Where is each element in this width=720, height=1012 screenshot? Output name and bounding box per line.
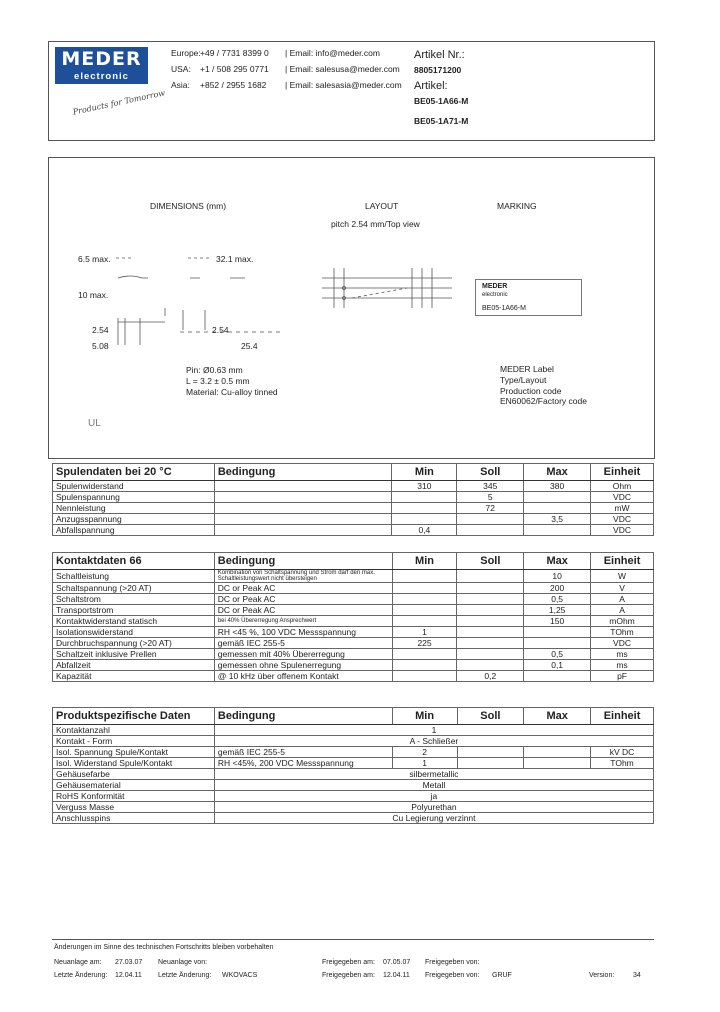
cell-cond: gemäß IEC 255-5: [214, 747, 392, 758]
table-row: [53, 605, 654, 616]
cell-name: Kontaktanzahl: [53, 725, 215, 736]
artikel-1: BE05-1A66-M: [414, 96, 469, 106]
col-name: Kontaktdaten 66: [53, 553, 215, 570]
cell-soll: [457, 616, 524, 627]
cell-cond: DC or Peak AC: [214, 605, 392, 616]
mark-brand: MEDER: [482, 283, 508, 290]
mark-line-1: Type/Layout: [500, 375, 547, 385]
table-row: [53, 758, 654, 769]
cell-name: Durchbruchspannung (>20 AT): [53, 638, 215, 649]
table-row: [53, 492, 654, 503]
cell-soll: [457, 649, 524, 660]
contact-region-1: USA:: [171, 64, 191, 74]
cell-min: [392, 616, 457, 627]
dim-10: 10 max.: [78, 290, 109, 300]
cell-unit: TOhm: [591, 627, 654, 638]
cell-soll: [457, 583, 524, 594]
cell-cond: bei 40% Übererregung Ansprechwert: [214, 616, 392, 627]
freigegeben-label: Freigegeben am:: [322, 959, 375, 966]
aenderung-date: 12.04.11: [115, 972, 142, 979]
artikel-nr-label: Artikel Nr.:: [414, 49, 465, 61]
cell-soll: [457, 570, 524, 583]
cell-name: Isol. Widerstand Spule/Kontakt: [53, 758, 215, 769]
table-row: [53, 594, 654, 605]
cell-min: [392, 594, 457, 605]
artikel-nr: 8805171200: [414, 65, 462, 75]
cell-name: Schaltleistung: [53, 570, 215, 583]
table-row: [53, 671, 654, 682]
mark-line-3: EN60062/Factory code: [500, 396, 587, 406]
cell-min: 225: [392, 638, 457, 649]
cell-max: [524, 492, 591, 503]
footer-note: Änderungen im Sinne des technischen Fortschritts bleiben vorbehalten: [54, 944, 274, 951]
cell-max: [524, 503, 591, 514]
cell-min: 1: [392, 627, 457, 638]
cell-soll: [457, 525, 524, 536]
cell-name: Schaltzeit inklusive Prellen: [53, 649, 215, 660]
cell-name: Transportstrom: [53, 605, 215, 616]
cell-cond: [214, 492, 392, 503]
cell-soll: 5: [457, 492, 524, 503]
col-soll: Soll: [457, 708, 524, 725]
table-row: [53, 627, 654, 638]
cell-max: [524, 525, 591, 536]
cell-name: Kontakt - Form: [53, 736, 215, 747]
cell-cond: DC or Peak AC: [214, 594, 392, 605]
cell-name: Kontaktwiderstand statisch: [53, 616, 215, 627]
cell-max: 3,5: [524, 514, 591, 525]
cell-soll: 0,2: [457, 671, 524, 682]
freigegeben2-date: 12.04.11: [383, 972, 410, 979]
dim-6-5: 6.5 max.: [78, 254, 111, 264]
cell-max: [524, 671, 591, 682]
table-produkt: [52, 707, 654, 824]
table-header: [53, 464, 654, 481]
cell-span: A - Schließer: [214, 736, 653, 747]
cell-unit: kV DC: [591, 747, 654, 758]
col-cond: Bedingung: [214, 553, 392, 570]
l-note: L = 3.2 ± 0.5 mm: [186, 376, 250, 386]
col-max: Max: [524, 464, 591, 481]
cell-cond: RH <45 %, 100 VDC Messspannung: [214, 627, 392, 638]
dim-5-08: 5.08: [92, 341, 109, 351]
cell-unit: pF: [591, 671, 654, 682]
cell-cond: gemäß IEC 255-5: [214, 638, 392, 649]
cell-min: [392, 570, 457, 583]
artikel-2: BE05-1A71-M: [414, 116, 469, 126]
cell-name: Spulenspannung: [53, 492, 215, 503]
cell-span: ja: [214, 791, 653, 802]
meder-logo: [55, 47, 148, 84]
cell-min: [392, 671, 457, 682]
cell-soll: 72: [457, 503, 524, 514]
col-unit: Einheit: [591, 553, 654, 570]
cell-name: Kapazität: [53, 671, 215, 682]
cell-max: 380: [524, 481, 591, 492]
cell-min: [392, 503, 457, 514]
cell-span: Cu Legierung verzinnt: [214, 813, 653, 824]
cell-cond: DC or Peak AC: [214, 583, 392, 594]
cell-unit: mW: [591, 503, 654, 514]
cell-cond: @ 10 kHz über offenem Kontakt: [214, 671, 392, 682]
freigegeben2-von: GRUF: [492, 972, 512, 979]
dimensions-title: DIMENSIONS (mm): [150, 201, 227, 211]
table-header: [53, 553, 654, 570]
cell-soll: [457, 638, 524, 649]
cell-soll: [457, 605, 524, 616]
artikel-label: Artikel:: [414, 80, 448, 92]
logo-top: MEDER: [61, 48, 142, 70]
freigegeben-date: 07.05.07: [383, 959, 411, 966]
aenderung-label: Letzte Änderung:: [54, 972, 108, 979]
col-soll: Soll: [457, 553, 524, 570]
cell-min: [392, 649, 457, 660]
table-row: [53, 780, 654, 791]
table-row: [53, 747, 654, 758]
cell-min: [392, 605, 457, 616]
cell-name: Schaltstrom: [53, 594, 215, 605]
neuanlage-label: Neuanlage am:: [54, 959, 102, 966]
mark-brand2: electronic: [482, 292, 508, 298]
version-label: Version:: [589, 972, 615, 979]
cell-soll: [457, 627, 524, 638]
cell-min: [392, 514, 457, 525]
pin-note: Pin: Ø0.63 mm: [186, 365, 243, 375]
cell-min: [392, 492, 457, 503]
freigegeben2-label: Freigegeben am:: [322, 972, 375, 979]
table-row: [53, 525, 654, 536]
table-row: [53, 481, 654, 492]
cell-name: RoHS Konformität: [53, 791, 215, 802]
cell-cond: [214, 514, 392, 525]
material-note: Material: Cu-alloy tinned: [186, 387, 278, 397]
col-min: Min: [392, 708, 457, 725]
table-row: [53, 802, 654, 813]
cell-name: Abfallzeit: [53, 660, 215, 671]
pitch-note: pitch 2.54 mm/Top view: [331, 219, 420, 229]
cell-span: silbermetallic: [214, 769, 653, 780]
cell-min: [392, 583, 457, 594]
table-row: [53, 583, 654, 594]
col-min: Min: [392, 464, 457, 481]
mark-line-0: MEDER Label: [500, 364, 554, 374]
cell-min: 310: [392, 481, 457, 492]
cell-cond: gemessen mit 40% Übererregung: [214, 649, 392, 660]
dimension-sketch: [70, 250, 290, 360]
cell-unit: W: [591, 570, 654, 583]
layout-title: LAYOUT: [365, 201, 399, 211]
cell-cond: [214, 525, 392, 536]
cell-min: [392, 660, 457, 671]
col-name: Produktspezifische Daten: [53, 708, 215, 725]
mark-code: BE05-1A66-M: [482, 305, 526, 312]
table-header: [53, 708, 654, 725]
cell-name: Isol. Spannung Spule/Kontakt: [53, 747, 215, 758]
cell-max: [524, 758, 591, 769]
dim-2-54-a: 2.54: [92, 325, 109, 335]
cell-unit: ms: [591, 660, 654, 671]
cell-unit: TOhm: [591, 758, 654, 769]
cell-soll: [457, 758, 524, 769]
table-row: [53, 791, 654, 802]
cell-unit: VDC: [591, 514, 654, 525]
table-row: [53, 725, 654, 736]
marking-title: MARKING: [497, 201, 537, 211]
cell-soll: [457, 747, 524, 758]
cell-max: 0,5: [524, 649, 591, 660]
slogan: Products for Tomorrow: [71, 88, 166, 117]
cell-max: [524, 627, 591, 638]
neuanlage-von-label: Neuanlage von:: [158, 959, 208, 966]
table-kontakt: [52, 552, 654, 682]
contact-email-1: | Email: salesusa@meder.com: [285, 64, 400, 74]
cell-name: Isolationswiderstand: [53, 627, 215, 638]
footer-divider: [52, 939, 654, 940]
version-value: 34: [633, 972, 641, 979]
cell-name: Anzugsspannung: [53, 514, 215, 525]
layout-sketch: [322, 266, 452, 316]
col-min: Min: [392, 553, 457, 570]
cell-name: Schaltspannung (>20 AT): [53, 583, 215, 594]
contact-phone-2: +852 / 2955 1682: [200, 80, 267, 90]
table-row: [53, 660, 654, 671]
cell-name: Spulenwiderstand: [53, 481, 215, 492]
mark-line-2: Production code: [500, 386, 562, 396]
col-unit: Einheit: [591, 464, 654, 481]
aenderung-von-label: Letzte Änderung:: [158, 972, 212, 979]
col-soll: Soll: [457, 464, 524, 481]
aenderung-von: WKOVACS: [222, 972, 258, 979]
table-row: [53, 813, 654, 824]
cell-unit: A: [591, 605, 654, 616]
cell-max: [524, 747, 591, 758]
cell-cond: [214, 503, 392, 514]
table-row: [53, 638, 654, 649]
contact-email-0: | Email: info@meder.com: [285, 48, 380, 58]
cell-name: Anschlusspins: [53, 813, 215, 824]
cell-span: Metall: [214, 780, 653, 791]
cell-max: 10: [524, 570, 591, 583]
cell-cond: gemessen ohne Spulenerregung: [214, 660, 392, 671]
cell-max: 200: [524, 583, 591, 594]
cell-unit: V: [591, 583, 654, 594]
dim-25-4: 25.4: [241, 341, 258, 351]
cell-unit: VDC: [591, 525, 654, 536]
col-cond: Bedingung: [214, 708, 392, 725]
contact-email-2: | Email: salesasia@meder.com: [285, 80, 402, 90]
cell-max: 0,1: [524, 660, 591, 671]
cell-unit: ms: [591, 649, 654, 660]
col-name: Spulendaten bei 20 °C: [53, 464, 215, 481]
freigegeben2-von-label: Freigegeben von:: [425, 972, 480, 979]
cell-name: Verguss Masse: [53, 802, 215, 813]
cell-max: 0,5: [524, 594, 591, 605]
logo-bottom: electronic: [74, 71, 129, 82]
table-spule: [52, 463, 654, 536]
freigegeben-von-label: Freigegeben von:: [425, 959, 480, 966]
cell-min: 2: [392, 747, 457, 758]
contact-phone-0: +49 / 7731 8399 0: [200, 48, 269, 58]
col-max: Max: [524, 553, 591, 570]
col-max: Max: [524, 708, 591, 725]
cell-unit: VDC: [591, 638, 654, 649]
cell-min: 1: [392, 758, 457, 769]
col-cond: Bedingung: [214, 464, 392, 481]
contact-phone-1: +1 / 508 295 0771: [200, 64, 269, 74]
cell-name: Abfallspannung: [53, 525, 215, 536]
cell-unit: mOhm: [591, 616, 654, 627]
cell-name: Gehäusematerial: [53, 780, 215, 791]
contact-region-0: Europe:: [171, 48, 201, 58]
cell-soll: [457, 660, 524, 671]
cell-name: Nennleistung: [53, 503, 215, 514]
cell-name: Gehäusefarbe: [53, 769, 215, 780]
cell-cond: RH <45%, 200 VDC Messspannung: [214, 758, 392, 769]
col-unit: Einheit: [591, 708, 654, 725]
cell-soll: [457, 514, 524, 525]
cell-cond: Kombination von Schaltspannung und Strom darf den max. Schaltleistungswert nicht übersteigen: [214, 570, 392, 583]
table-row: [53, 769, 654, 780]
table-row: [53, 514, 654, 525]
table-row: [53, 570, 654, 583]
table-row: [53, 503, 654, 514]
table-row: [53, 736, 654, 747]
cell-cond: [214, 481, 392, 492]
cell-soll: 345: [457, 481, 524, 492]
cell-min: 0,4: [392, 525, 457, 536]
cert-mark: UL: [88, 418, 101, 429]
cell-unit: Ohm: [591, 481, 654, 492]
neuanlage-date: 27.03.07: [115, 959, 143, 966]
dim-2-54-b: 2.54: [212, 325, 229, 335]
table-row: [53, 616, 654, 627]
cell-soll: [457, 594, 524, 605]
cell-span: Polyurethan: [214, 802, 653, 813]
cell-unit: A: [591, 594, 654, 605]
contact-region-2: Asia:: [171, 80, 190, 90]
cell-unit: VDC: [591, 492, 654, 503]
cell-max: 1,25: [524, 605, 591, 616]
cell-span: 1: [214, 725, 653, 736]
cell-max: 150: [524, 616, 591, 627]
dim-32-1: 32.1 max.: [216, 254, 254, 264]
table-row: [53, 649, 654, 660]
cell-max: [524, 638, 591, 649]
